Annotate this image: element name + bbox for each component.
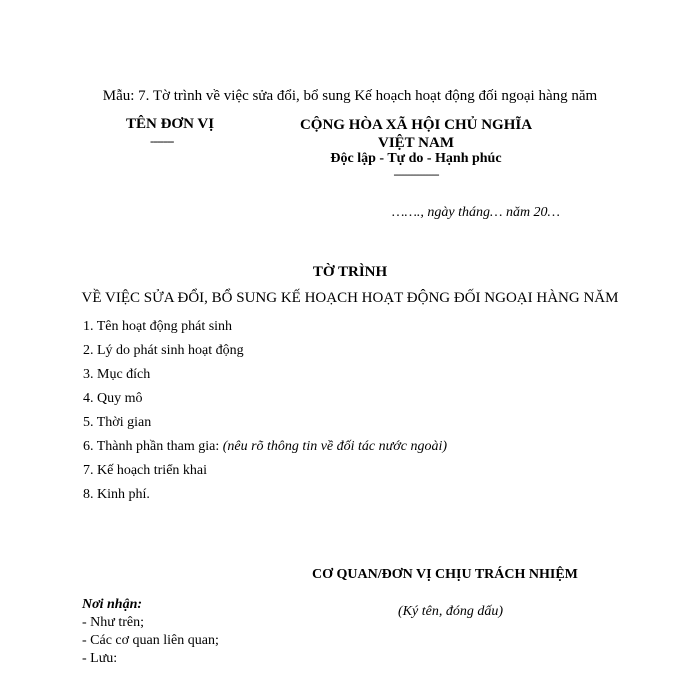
list-item: 3. Mục đích	[83, 367, 151, 382]
national-title: CỘNG HÒA XÃ HỘI CHỦ NGHĨA VIỆT NAM	[299, 117, 533, 151]
recipient-line: - Lưu:	[82, 651, 118, 666]
list-item	[83, 438, 447, 462]
document-title: TỜ TRÌNH	[312, 264, 388, 280]
content-list	[83, 318, 447, 510]
list-item: 2. Lý do phát sinh hoạt động	[83, 343, 244, 358]
unit-name: TÊN ĐƠN VỊ	[126, 116, 215, 132]
list-item: 5. Thời gian	[83, 415, 152, 430]
form-title: Mẫu: 7. Tờ trình về việc sửa đổi, bổ sung Kế hoạch hoạt động đối ngoại hàng năm	[102, 88, 598, 104]
document-subtitle: VỀ VIỆC SỬA ĐỔI, BỔ SUNG KẾ HOẠCH HOẠT ĐỘNG ĐỐI NGOẠI HÀNG NĂM	[81, 290, 619, 306]
motto-divider: ---------------	[393, 167, 439, 181]
unit-divider: -------	[150, 133, 174, 148]
signature-note: (Ký tên, đóng dấu)	[398, 604, 503, 619]
list-item: 8. Kinh phí.	[83, 487, 150, 502]
item-note: (nêu rõ thông tin về đối tác nước ngoài)	[222, 439, 448, 454]
national-motto: Độc lập - Tự do - Hạnh phúc	[330, 151, 502, 166]
item-label: 6. Thành phần tham gia:	[83, 439, 220, 454]
list-item: 1. Tên hoạt động phát sinh	[83, 319, 233, 334]
recipients-heading: Nơi nhận:	[82, 597, 143, 612]
responsible-agency: CƠ QUAN/ĐƠN VỊ CHỊU TRÁCH NHIỆM	[312, 567, 578, 582]
recipient-line: - Như trên;	[82, 615, 145, 630]
list-item: 4. Quy mô	[83, 391, 143, 406]
date-line: ……., ngày tháng… năm 20…	[392, 205, 561, 220]
recipient-line: - Các cơ quan liên quan;	[82, 633, 219, 648]
list-item: 7. Kế hoạch triển khai	[83, 463, 208, 478]
recipients-block	[82, 596, 219, 668]
